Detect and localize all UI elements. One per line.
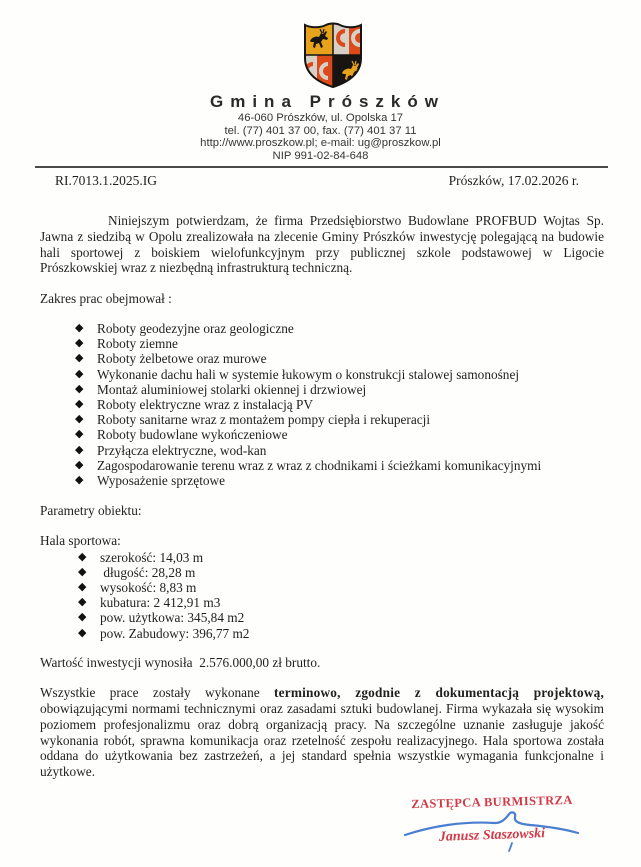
diamond-bullet-icon: ◆ — [75, 337, 84, 350]
scope-list — [40, 321, 604, 488]
intro-paragraph: Niniejszym potwierdzam, że firma Przedsiębiorstwo Budowlane PROFBUD Wojtas Sp. Jawna z siedzibą w Opolu zrealizowała na zlecenie Gminy Prószków inwestycję polegającą na budowie hali sportowej z boiskiem wielofunkcyjnym przy publicznej szkole podstawowej w Ligocie Prószkowskiej wraz z niezbędną infrastrukturą techniczną. — [40, 213, 604, 276]
list-item: ◆ Roboty elektryczne wraz z instalacją PV — [75, 396, 313, 412]
municipality-name: Gmina Prószków — [210, 92, 445, 111]
diamond-bullet-icon: ◆ — [75, 382, 84, 395]
nip-line: NIP 991-02-84-648 — [272, 149, 369, 162]
list-item: ◆ Roboty żelbetowe oraz murowe — [75, 351, 267, 367]
list-item: ◆ Zagospodarowanie terenu wraz z wraz z chodnikami i ścieżkami komunikacyjnymi — [75, 457, 542, 473]
diamond-bullet-icon: ◆ — [75, 413, 84, 426]
diamond-bullet-icon: ◆ — [75, 443, 84, 456]
diamond-bullet-icon: ◆ — [75, 321, 84, 334]
investment-value-line: Wartość inwestycji wynosiła 2.576.000,00 zł brutto. — [40, 654, 321, 670]
list-item: ◆ szerokość: 14,03 m — [78, 549, 204, 565]
list-item: ◆ Roboty ziemne — [75, 336, 178, 352]
letterhead — [0, 0, 641, 162]
parameters-heading: Parametry obiektu: — [40, 503, 142, 519]
diamond-bullet-icon: ◆ — [78, 565, 87, 578]
diamond-bullet-icon: ◆ — [75, 397, 84, 410]
diamond-bullet-icon: ◆ — [75, 473, 84, 486]
stamp-title: ZASTĘPCA BURMISTRZA — [411, 792, 573, 812]
list-item: ◆ Wyposażenie sprzętowe — [75, 472, 226, 488]
stamp-signatory-name: Janusz Staszowski — [438, 826, 546, 845]
reference-number: RI.7013.1.2025.IG — [55, 173, 157, 189]
diamond-bullet-icon: ◆ — [78, 580, 87, 593]
list-item: ◆ Roboty sanitarne wraz z montażem pompy ciepła i rekuperacji — [75, 412, 431, 428]
pen-tick-mark-icon — [507, 842, 515, 852]
diamond-bullet-icon: ◆ — [75, 352, 84, 365]
list-item: ◆ kubatura: 2 412,91 m3 — [78, 595, 221, 611]
list-item: ◆ wysokość: 8,83 m — [78, 579, 197, 595]
hall-parameters-list — [40, 550, 604, 641]
hall-heading: Hala sportowa: — [40, 532, 121, 548]
diamond-bullet-icon: ◆ — [78, 611, 87, 624]
diamond-bullet-icon: ◆ — [78, 626, 87, 639]
address-line: 46-060 Prószków, ul. Opolska 17 — [237, 112, 404, 124]
closing-bold-text: terminowo, zgodnie z dokumentacją projektową, — [274, 685, 604, 701]
diamond-bullet-icon: ◆ — [75, 428, 84, 441]
list-item: ◆ Roboty budowlane wykończeniowe — [75, 427, 288, 443]
closing-text: Wszystkie prace zostały wykonane — [40, 685, 275, 701]
list-item: ◆ Montaż aluminiowej stolarki okiennej i drzwiowej — [75, 381, 367, 397]
list-item: ◆ pow. Zabudowy: 396,77 m2 — [78, 625, 250, 641]
diamond-bullet-icon: ◆ — [78, 550, 87, 563]
reference-row — [55, 173, 579, 189]
place-and-date: Prószków, 17.02.2026 r. — [448, 173, 579, 189]
signature-block — [398, 792, 586, 852]
closing-paragraph — [40, 685, 604, 779]
phone-fax-line: tel. (77) 401 37 00, fax. (77) 401 37 11 — [224, 124, 417, 137]
header-divider — [35, 166, 608, 168]
scope-heading: Zakres prac obejmował : — [40, 291, 172, 307]
diamond-bullet-icon: ◆ — [78, 596, 87, 609]
coat-of-arms-icon — [298, 20, 368, 90]
diamond-bullet-icon: ◆ — [75, 458, 84, 471]
list-item: ◆ Przyłącza elektryczne, wod-kan — [75, 442, 267, 458]
list-item: ◆ Wykonanie dachu hali w systemie łukowym o konstrukcji stalowej samonośnej — [75, 366, 520, 382]
list-item: ◆ Roboty geodezyjne oraz geologiczne — [75, 320, 294, 336]
web-email-line: http://www.proszkow.pl; e-mail: ug@proszkow.pl — [200, 137, 441, 150]
closing-text: obowiązującymi normami technicznymi oraz zasadami sztuki budowlanej. Firma wykazała się wysokim poziomem profesjonalizmu oraz dobrą organizacją pracy. Na szczególne uznanie zasługuje jakość wykonania robót, sprawna komunikacja oraz rzetelność zespołu realizacyjnego. Hala sportowa została oddana do użytkowania bez zastrzeżeń, a jej standard spełnia wszystkie wymagania funkcjonalne i użytkowe. — [40, 701, 604, 779]
list-item: ◆ długość: 28,28 m — [78, 564, 196, 580]
diamond-bullet-icon: ◆ — [75, 367, 84, 380]
list-item: ◆ pow. użytkowa: 345,84 m2 — [78, 610, 245, 626]
